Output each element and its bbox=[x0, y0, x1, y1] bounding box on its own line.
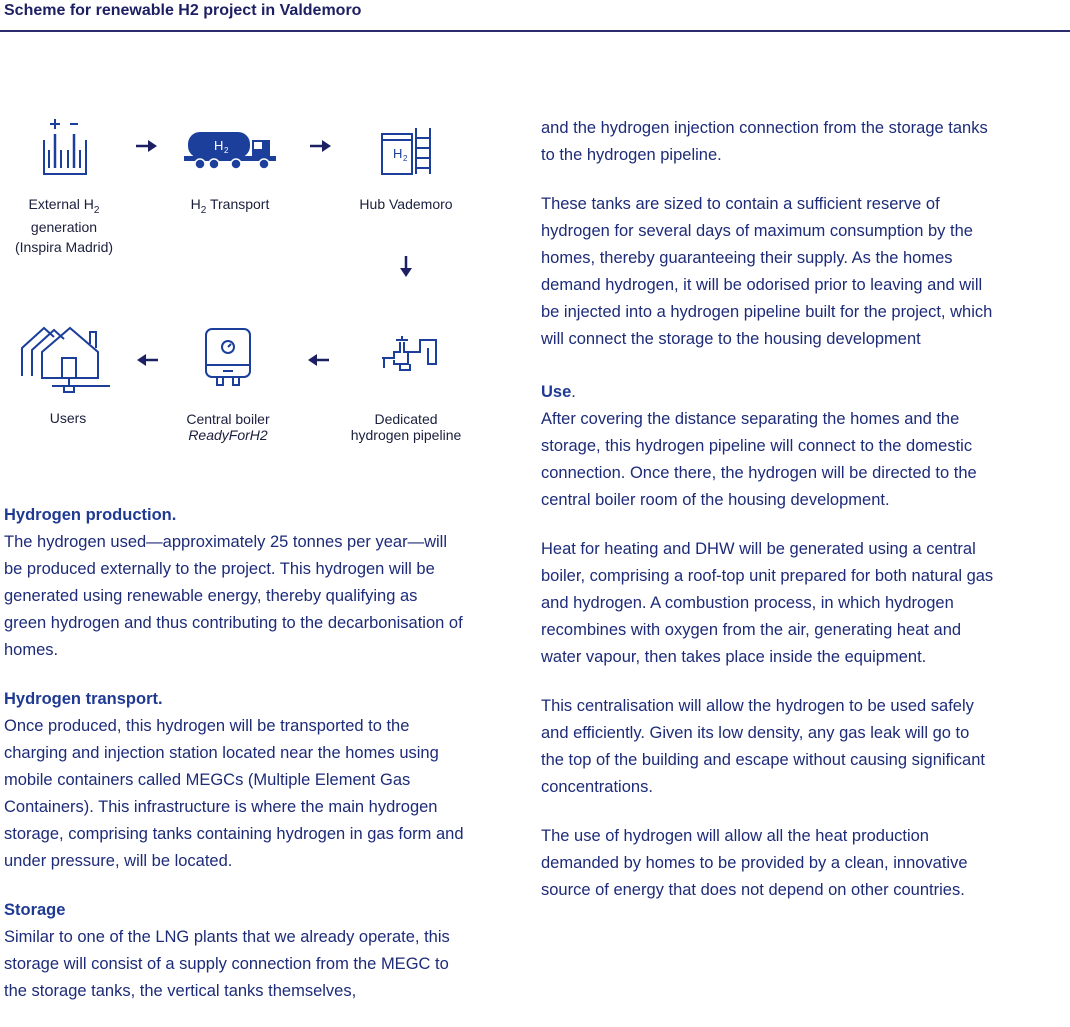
paragraph: The use of hydrogen will allow all the heat production demanded by homes to be provided by a clean, innovative source of energy that does not depend on other countries. bbox=[541, 827, 968, 899]
section-title: Hydrogen production. bbox=[4, 506, 177, 524]
right-column bbox=[541, 115, 996, 926]
arrow-right-icon bbox=[136, 139, 158, 153]
pipeline-icon bbox=[380, 334, 442, 374]
page-title: Scheme for renewable H2 project in Valdemoro bbox=[4, 2, 362, 19]
left-column bbox=[4, 502, 464, 1027]
electrolyser-icon bbox=[38, 116, 92, 178]
arrow-down-icon bbox=[399, 256, 413, 278]
hub-h-sub: 2 bbox=[403, 154, 408, 163]
node-h2-transport: $H_2$ Transport bbox=[190, 196, 270, 216]
section-title: Storage bbox=[4, 901, 66, 919]
node-external-generation: External $H_2$ generation (Inspira Madrid) bbox=[14, 196, 114, 255]
houses-icon bbox=[20, 324, 112, 396]
paragraph: Heat for heating and DHW will be generated using a central boiler, comprising a roof-top unit prepared for both natural gas and hydrogen. A combustion process, in which hydrogen recombines with oxygen from the air, generating heat and water vapour, then takes place inside the equipment. bbox=[541, 540, 994, 666]
section-use: Use. After covering the distance separating the homes and the storage, this hydrogen pipeline will connect to the domestic connection. Once there, the hydrogen will be directed to the central boiler room of the housing development. bbox=[541, 383, 977, 509]
boiler-icon bbox=[203, 327, 253, 389]
paragraph: These tanks are sized to contain a sufficient reserve of hydrogen for several days of maximum consumption by the homes, thereby guaranteeing their supply. As the homes demand hydrogen, it will be odorised prior to leaving and will be injected into a hydrogen pipeline built for the project, which will connect the storage to the housing development bbox=[541, 195, 993, 348]
section-body: After covering the distance separating the homes and the storage, this hydrogen pipeline will connect to the domestic connection. Once there, the hydrogen will be directed to the central boiler room of the housing development. bbox=[541, 410, 977, 509]
arrow-left-icon bbox=[136, 353, 158, 367]
section-transport bbox=[4, 686, 464, 875]
arrow-left-icon bbox=[307, 353, 329, 367]
hub-storage-icon bbox=[378, 124, 434, 176]
node-dedicated-pipeline: Dedicated hydrogen pipeline bbox=[350, 411, 462, 443]
section-storage bbox=[4, 897, 464, 1005]
section-body: The hydrogen used—approximately 25 tonnes per year—will be produced externally to the project. This hydrogen will be generated using renewable energy, thereby qualifying as green hydrogen and thus contributing to the decarbonisation of homes. bbox=[4, 533, 463, 659]
process-diagram bbox=[0, 0, 540, 470]
paragraph: and the hydrogen injection connection from the storage tanks to the hydrogen pipeline. bbox=[541, 119, 988, 164]
paragraph: This centralisation will allow the hydrogen to be used safely and efficiently. Given its low density, any gas leak will go to the top of the building and escape without causing significant concentrations. bbox=[541, 697, 985, 796]
node-users: Users bbox=[49, 410, 87, 426]
arrow-right-icon bbox=[310, 139, 332, 153]
section-title: Hydrogen transport. bbox=[4, 690, 163, 708]
truck-icon bbox=[184, 126, 280, 170]
truck-h-sub: 2 bbox=[224, 146, 229, 155]
section-production bbox=[4, 502, 464, 664]
truck-h-label: H bbox=[214, 138, 224, 153]
hub-h-label: H bbox=[393, 146, 403, 161]
node-hub-vademoro: Hub Vademoro bbox=[359, 196, 453, 212]
section-title: Use bbox=[541, 383, 572, 401]
section-body: Once produced, this hydrogen will be transported to the charging and injection station located near the homes using mobile containers called MEGCs (Multiple Element Gas Containers). This infrastructure is where the main hydrogen storage, comprising tanks containing hydrogen in gas form and under pressure, will be located. bbox=[4, 717, 464, 870]
node-central-boiler: Central boiler ReadyForH2 bbox=[186, 411, 270, 443]
section-body: Similar to one of the LNG plants that we already operate, this storage will consist of a supply connection from the MEGC to the storage tanks, the vertical tanks themselves, bbox=[4, 928, 450, 1000]
